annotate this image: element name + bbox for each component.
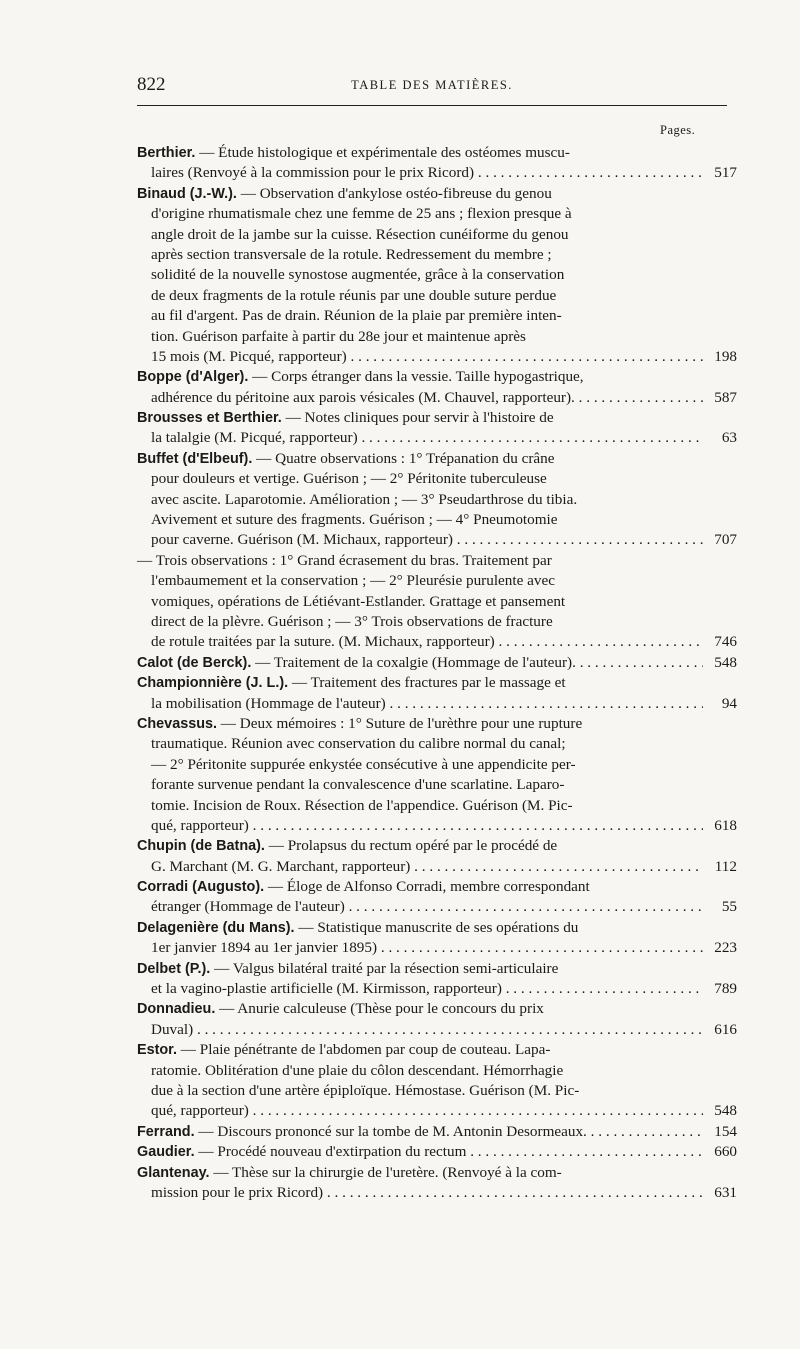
- entry-text: — Procédé nouveau d'extirpation du rectum: [198, 1143, 467, 1161]
- entry-author: Donnadieu.: [137, 1001, 216, 1018]
- entry-line: [137, 286, 737, 306]
- index-entry: [137, 653, 737, 673]
- entry-line: [137, 592, 737, 612]
- entry-text: de rotule traitées par la suture. (M. Michaux, rapporteur): [151, 633, 495, 651]
- entry-line: [137, 632, 737, 652]
- entry-author: Chevassus.: [137, 715, 217, 732]
- entry-line: [137, 469, 737, 489]
- entry-line: [137, 938, 737, 958]
- entry-text: la mobilisation (Hommage de l'auteur): [151, 694, 386, 712]
- entry-line: [137, 510, 737, 530]
- index-entry: [137, 143, 737, 184]
- entry-text: — Observation d'ankylose ostéo-fibreuse du genou: [240, 184, 552, 202]
- index-entry: [137, 959, 737, 1000]
- entry-text: vomiques, opérations de Létiévant-Estlander. Grattage et pansement: [151, 592, 566, 610]
- entry-author: Chupin (de Batna).: [137, 838, 265, 855]
- entry-text: — Traitement de la coxalgie (Hommage de l'auteur).: [255, 653, 576, 671]
- entry-text: de deux fragments de la rotule réunis par une double suture perdue: [151, 286, 557, 304]
- running-title: TABLE DES MATIÈRES.: [351, 78, 513, 92]
- entry-page-number: 154: [703, 1122, 737, 1142]
- entry-line: [137, 1101, 737, 1121]
- entry-page-number: 223: [703, 938, 737, 958]
- entry-line: [137, 1122, 737, 1142]
- entry-author: Binaud (J.-W.).: [137, 185, 237, 202]
- entry-line: [137, 265, 737, 285]
- entry-text: étranger (Hommage de l'auteur): [151, 898, 345, 916]
- entry-text: due à la section d'une artère épiploïque. Hémostase. Guérison (M. Pic-: [151, 1081, 580, 1099]
- entry-line: [137, 1163, 737, 1183]
- index-entry: [137, 918, 737, 959]
- entry-text: laires (Renvoyé à la commission pour le prix Ricord): [151, 164, 475, 182]
- entry-author: Corradi (Augusto).: [137, 879, 265, 896]
- entry-line: [137, 755, 737, 775]
- entry-author: Estor.: [137, 1042, 177, 1059]
- entry-author: Calot (de Berck).: [137, 654, 252, 671]
- entry-text: — Éloge de Alfonso Corradi, membre correspondant: [267, 878, 590, 896]
- entry-line: [137, 1040, 737, 1060]
- entry-line: [137, 734, 737, 754]
- index-entry: [137, 673, 737, 714]
- entry-text: pour douleurs et vertige. Guérison ; — 2° Péritonite tuberculeuse: [151, 470, 547, 488]
- entry-line: [137, 367, 737, 387]
- entry-text: mission pour le prix Ricord): [151, 1183, 324, 1201]
- entry-text: 1er janvier 1894 au 1er janvier 1895): [151, 939, 378, 957]
- entry-page-number: 660: [703, 1142, 737, 1162]
- entry-text: forante survenue pendant la convalescence d'une scarlatine. Laparo-: [151, 776, 565, 794]
- entry-line: [137, 449, 737, 469]
- entry-page-number: 616: [703, 1020, 737, 1040]
- entry-text: après section transversale de la rotule. Redressement du membre ;: [151, 245, 552, 263]
- entry-line: [137, 612, 737, 632]
- entry-line: [137, 225, 737, 245]
- index-entry: [137, 1163, 737, 1204]
- entry-text: — Deux mémoires : 1° Suture de l'urèthre pour une rupture: [220, 714, 583, 732]
- entry-text: ratomie. Oblitération d'une plaie du côlon descendant. Hémorrhagie: [151, 1061, 564, 1079]
- entry-author: Delagenière (du Mans).: [137, 919, 295, 936]
- entry-text: — Statistique manuscrite de ses opérations du: [298, 918, 579, 936]
- entry-text: — Notes cliniques pour servir à l'histoire de: [285, 409, 554, 427]
- entry-line: [137, 714, 737, 734]
- entry-line: [137, 490, 737, 510]
- entry-text: G. Marchant (M. G. Marchant, rapporteur): [151, 857, 411, 875]
- entry-line: [137, 918, 737, 938]
- entry-line: [137, 163, 737, 183]
- entry-line: [137, 897, 737, 917]
- entry-line: [137, 1183, 737, 1203]
- index-entry: [137, 551, 737, 653]
- entry-line: [137, 1020, 737, 1040]
- entry-line: [137, 306, 737, 326]
- entry-text: — 2° Péritonite suppurée enkystée consécutive à une appendicite per-: [151, 755, 576, 773]
- entry-page-number: 631: [703, 1183, 737, 1203]
- entry-line: [137, 857, 737, 877]
- entry-text: — Traitement des fractures par le massage et: [291, 674, 566, 692]
- index-entry: [137, 1122, 737, 1142]
- entry-author: Brousses et Berthier.: [137, 410, 282, 427]
- entry-line: [137, 653, 737, 673]
- entry-text: — Corps étranger dans la vessie. Taille hypogastrique,: [252, 368, 584, 386]
- entry-text: traumatique. Réunion avec conservation du calibre normal du canal;: [151, 735, 566, 753]
- entry-text: Avivement et suture des fragments. Guérison ; — 4° Pneumotomie: [151, 511, 558, 529]
- entry-text: — Quatre observations : 1° Trépanation du crâne: [256, 449, 555, 467]
- entry-page-number: 746: [703, 632, 737, 652]
- index-entry: [137, 836, 737, 877]
- entry-text: — Valgus bilatéral traité par la résection semi-articulaire: [214, 959, 559, 977]
- entry-text: 15 mois (M. Picqué, rapporteur): [151, 347, 347, 365]
- entry-line: [137, 775, 737, 795]
- entry-text: au fil d'argent. Pas de drain. Réunion de la plaie par première inten-: [151, 307, 562, 325]
- entry-page-number: 112: [703, 857, 737, 877]
- entry-line: [137, 1061, 737, 1081]
- header-rule: [137, 105, 727, 106]
- pages-column-label: Pages.: [660, 123, 696, 137]
- entry-text: — Thèse sur la chirurgie de l'uretère. (Renvoyé à la com-: [213, 1163, 562, 1181]
- index-entry: [137, 877, 737, 918]
- entry-author: Boppe (d'Alger).: [137, 369, 249, 386]
- entry-author: Gaudier.: [137, 1144, 195, 1161]
- entry-text: solidité de la nouvelle synostose augmentée, grâce à la conservation: [151, 266, 565, 284]
- entry-line: [137, 327, 737, 347]
- entry-text: angle droit de la jambe sur la cuisse. Résection cunéiforme du genou: [151, 225, 569, 243]
- entry-text: — Discours prononcé sur la tombe de M. Antonin Desormeaux.: [198, 1122, 587, 1140]
- entry-line: [137, 673, 737, 693]
- entry-line: [137, 571, 737, 591]
- entry-author: Ferrand.: [137, 1123, 195, 1140]
- entry-page-number: 55: [703, 897, 737, 917]
- entry-line: [137, 1081, 737, 1101]
- entry-page-number: 587: [703, 388, 737, 408]
- entry-text: pour caverne. Guérison (M. Michaux, rapporteur): [151, 531, 453, 549]
- entry-text: qué, rapporteur): [151, 1102, 249, 1120]
- entry-line: [137, 836, 737, 856]
- entry-line: [137, 388, 737, 408]
- index-entry: [137, 449, 737, 551]
- entry-author: Delbet (P.).: [137, 960, 211, 977]
- index-entry: [137, 999, 737, 1040]
- entry-line: [137, 979, 737, 999]
- entry-line: [137, 796, 737, 816]
- entry-text: — Prolapsus du rectum opéré par le procédé de: [268, 837, 558, 855]
- index-entry: [137, 367, 737, 408]
- entry-text: l'embaumement et la conservation ; — 2° Pleurésie purulente avec: [151, 572, 555, 590]
- entry-line: [137, 877, 737, 897]
- entry-text: Duval): [151, 1020, 194, 1038]
- index-entry: [137, 184, 737, 368]
- entry-line: [137, 1142, 737, 1162]
- entry-line: [137, 530, 737, 550]
- entry-text: — Étude histologique et expérimentale des ostéomes muscu-: [199, 144, 570, 161]
- entry-author: Berthier.: [137, 145, 196, 161]
- entry-author: Buffet (d'Elbeuf).: [137, 450, 253, 467]
- entry-line: [137, 428, 737, 448]
- entry-line: [137, 204, 737, 224]
- entry-author: Glantenay.: [137, 1164, 210, 1181]
- entry-page-number: 548: [703, 1101, 737, 1121]
- index-entries: [137, 143, 737, 1203]
- entry-line: [137, 999, 737, 1019]
- running-header: [137, 74, 727, 98]
- entry-text: tion. Guérison parfaite à partir du 28e jour et maintenue après: [151, 327, 526, 345]
- entry-page-number: 789: [703, 979, 737, 999]
- entry-line: [137, 184, 737, 204]
- entry-text: et la vagino-plastie artificielle (M. Kirmisson, rapporteur): [151, 980, 502, 998]
- entry-page-number: 94: [703, 694, 737, 714]
- entry-author: Championnière (J. L.).: [137, 675, 289, 692]
- entry-page-number: 707: [703, 530, 737, 550]
- entry-text: — Plaie pénétrante de l'abdomen par coup de couteau. Lapa-: [180, 1041, 551, 1059]
- entry-line: [137, 408, 737, 428]
- entry-text: direct de la plèvre. Guérison ; — 3° Trois observations de fracture: [151, 612, 553, 630]
- entry-line: [137, 143, 737, 163]
- entry-text: d'origine rhumatismale chez une femme de 25 ans ; flexion presque à: [151, 205, 572, 223]
- entry-line: [137, 959, 737, 979]
- entry-page-number: 618: [703, 816, 737, 836]
- entry-text: qué, rapporteur): [151, 816, 249, 834]
- entry-line: [137, 347, 737, 367]
- entry-text: tomie. Incision de Roux. Résection de l'appendice. Guérison (M. Pic-: [151, 796, 573, 814]
- index-entry: [137, 1142, 737, 1162]
- entry-line: [137, 551, 737, 571]
- entry-page-number: 198: [703, 347, 737, 367]
- index-entry: [137, 408, 737, 449]
- entry-line: [137, 694, 737, 714]
- entry-text: — Anurie calculeuse (Thèse pour le concours du prix: [219, 1000, 544, 1018]
- entry-text: adhérence du péritoine aux parois vésicales (M. Chauvel, rapporteur).: [151, 388, 575, 406]
- index-entry: [137, 1040, 737, 1122]
- entry-line: [137, 816, 737, 836]
- page-number: 822: [137, 74, 166, 95]
- entry-text: — Trois observations : 1° Grand écrasement du bras. Traitement par: [137, 551, 552, 569]
- entry-text: avec ascite. Laparotomie. Amélioration ; — 3° Pseudarthrose du tibia.: [151, 490, 578, 508]
- index-entry: [137, 714, 737, 836]
- entry-text: la talalgie (M. Picqué, rapporteur): [151, 429, 358, 447]
- entry-page-number: 63: [703, 428, 737, 448]
- entry-line: [137, 245, 737, 265]
- entry-page-number: 517: [703, 163, 737, 183]
- entry-page-number: 548: [703, 653, 737, 673]
